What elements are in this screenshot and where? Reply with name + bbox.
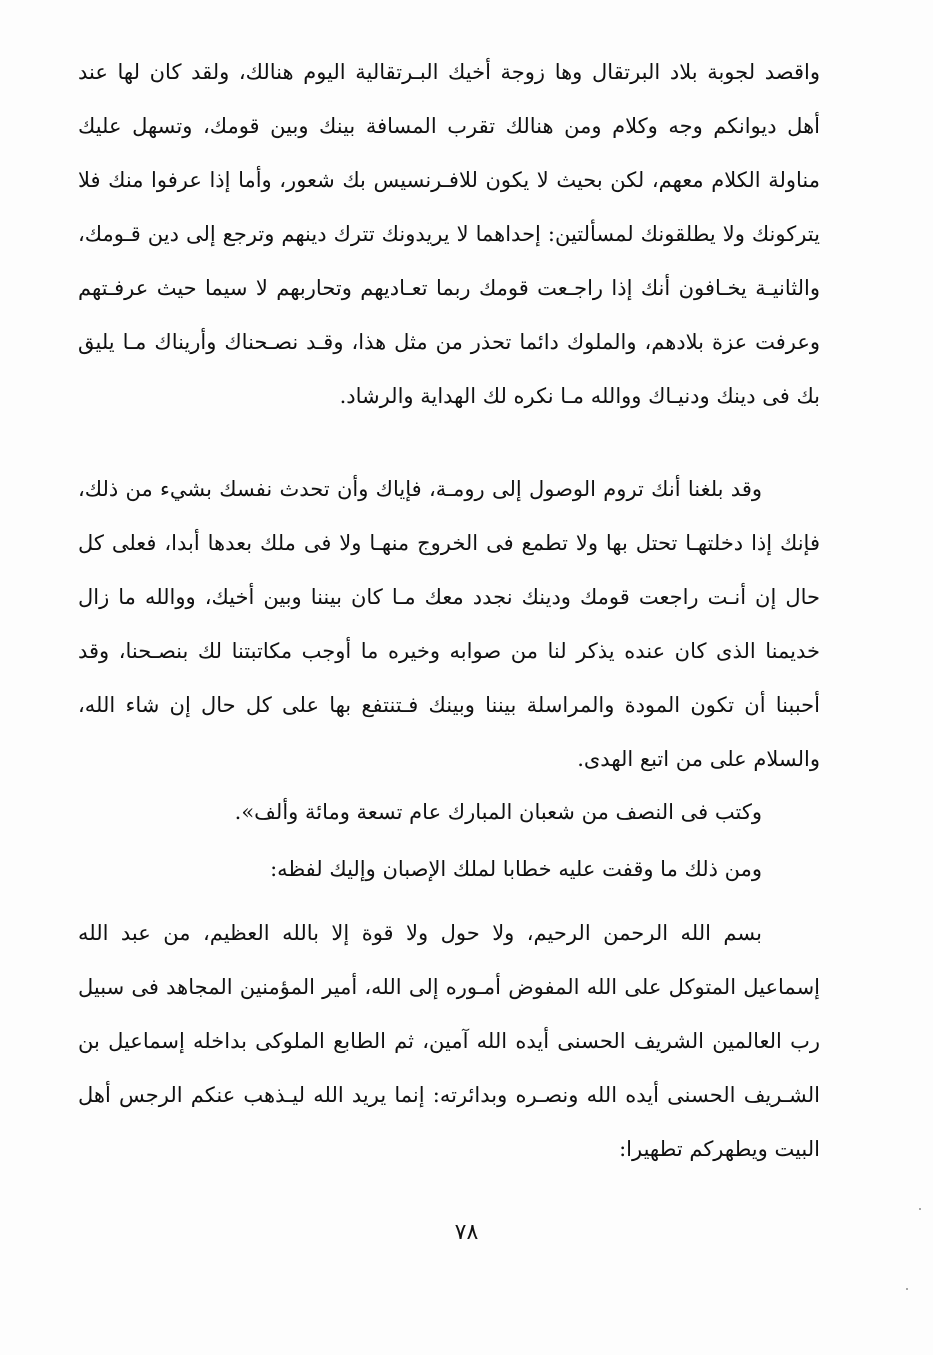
- paragraph-1: واقصد لجوبة بلاد البرتقال وها زوجة أخيك البـرتقالية اليوم هنالك، ولقد كان لها عند أهل ديوانكم وجه وكلام ومن هنالك تقرب المسافة بينك وبين قومك، وتسهل عليك مناولة الكلام معهم، لكن بحيث لا يكون للافـرنسيس بك شعور، وأما إذا عرفوا منك فلا يتركونك ولا يطلقونك لمسألتين: إحداهما لا يريدونك تترك دينهم وترجع إلى دين قـومك، والثانيـة يخـافون أنك إذا راجـعت قومك ربما تعـاديهم وتحاربهم لا سيما حيث عرفـتهم وعرفت عزة بلادهم، والملوك دائما تحذر من مثل هذا، وقـد نصـحناك وأريناك مـا يليق بك فى دينك ودنيـاك ووالله مـا نكره لك الهداية والرشاد.: [78, 60, 820, 408]
- scan-speck: [919, 1208, 921, 1210]
- paragraph-4: ومن ذلك ما وقفت عليه خطابا لملك الإصبان وإليك لفظه:: [270, 857, 762, 881]
- paragraph-3: وكتب فى النصف من شعبان المبارك عام تسعة ومائة وألف».: [234, 800, 762, 824]
- paragraph-5: بسم الله الرحمن الرحيم، ولا حول ولا قوة إلا بالله العظيم، من عبد الله إسماعيل المتوكل على الله المفوض أمـوره إلى الله، أمير المؤمنين المجاهد فى سبيل رب العالمين الشريف الحسنى أيده الله آمين، ثم الطابع الملوكى بداخله إسماعيل بن الشـريف الحسنى أيده الله ونصـره وبدائرته: إنما يريد الله ليـذهب عنكم الرجس أهل البيت ويطهركم تطهيرا:: [78, 921, 820, 1161]
- paragraph-2: وقد بلغنا أنك تروم الوصول إلى رومـة، فإياك وأن تحدث نفسك بشيء من ذلك، فإنك إذا دخلتهـا تحتل بها ولا تطمع فى الخروج منهـا ولا فى ملك بعدها أبدا، فعلى كل حال إن أنـت راجعت قومك ودينك نجدد معك مـا كان بيننا وبين أخيك، ووالله ما زال خديمنا الذى كان عنده يذكر لنا من صوابه وخيره ما أوجب مكاتبتنا لك بنصـحنا، وقد أحببنا أن تكون المودة والمراسلة بيننا وبينك فـتنتفع بها على كل حال إن شاء الله، والسلام على من اتبع الهدى.: [78, 477, 820, 771]
- page-number: ٧٨: [454, 1220, 479, 1245]
- scan-speck: [906, 1288, 908, 1290]
